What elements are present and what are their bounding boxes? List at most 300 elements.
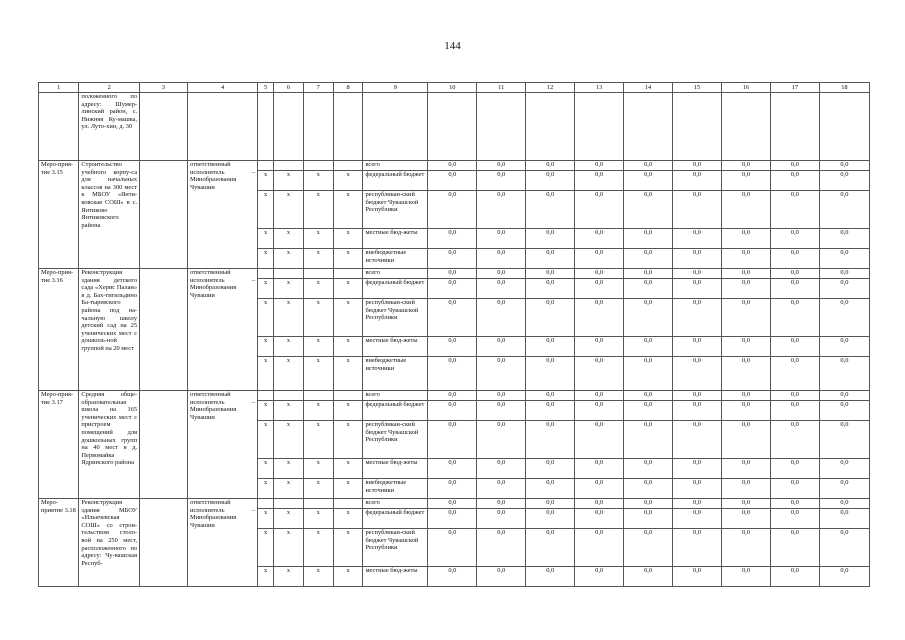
column-number: 14: [624, 83, 673, 93]
value-cell: 0,0: [673, 171, 722, 191]
code-cell: x: [333, 337, 363, 357]
column-number: 13: [575, 83, 624, 93]
code-cell: x: [303, 459, 333, 479]
code-cell: x: [258, 337, 274, 357]
value-cell: 0,0: [673, 529, 722, 567]
code-cell: x: [274, 459, 304, 479]
column-number: 1: [39, 83, 79, 93]
value-cell: 0,0: [575, 171, 624, 191]
value-cell: 0,0: [428, 299, 477, 337]
value-cell: 0,0: [477, 249, 526, 269]
value-cell: 0,0: [477, 567, 526, 587]
funding-source: местные бюд-жеты: [363, 337, 428, 357]
value-cell: 0,0: [575, 401, 624, 421]
value-cell: 0,0: [721, 249, 770, 269]
value-cell: 0,0: [526, 229, 575, 249]
value-cell: 0,0: [526, 299, 575, 337]
value-cell: 0,0: [721, 529, 770, 567]
value-cell: 0,0: [477, 357, 526, 391]
value-cell: 0,0: [673, 421, 722, 459]
value-cell: 0,0: [575, 479, 624, 499]
empty-cell: [140, 93, 188, 161]
value-cell: 0,0: [526, 191, 575, 229]
value-cell: 0,0: [526, 171, 575, 191]
value-cell: 0,0: [673, 509, 722, 529]
code-cell: x: [274, 509, 304, 529]
empty-cell: [140, 161, 188, 269]
empty-cell: [258, 93, 274, 161]
value-cell: 0,0: [575, 161, 624, 171]
value-cell: 0,0: [477, 459, 526, 479]
empty-cell: [477, 93, 526, 161]
value-cell: 0,0: [477, 509, 526, 529]
value-cell: 0,0: [624, 479, 673, 499]
funding-source: местные бюд-жеты: [363, 567, 428, 587]
value-cell: 0,0: [624, 567, 673, 587]
code-cell: x: [303, 337, 333, 357]
code-cell: x: [303, 191, 333, 229]
code-cell: x: [274, 421, 304, 459]
empty-cell: [140, 269, 188, 391]
value-cell: 0,0: [673, 391, 722, 401]
value-cell: 0,0: [477, 279, 526, 299]
code-cell: x: [333, 279, 363, 299]
code-cell: x: [333, 479, 363, 499]
empty-cell: [721, 93, 770, 161]
value-cell: 0,0: [721, 509, 770, 529]
funding-source: внебюджетные источники: [363, 479, 428, 499]
value-cell: 0,0: [624, 421, 673, 459]
empty-cell: [39, 93, 79, 161]
value-cell: 0,0: [575, 299, 624, 337]
value-cell: 0,0: [477, 529, 526, 567]
value-cell: 0,0: [575, 229, 624, 249]
value-cell: 0,0: [770, 391, 819, 401]
value-cell: 0,0: [526, 479, 575, 499]
value-cell: 0,0: [477, 229, 526, 249]
event-executor: ответственный исполнитель – Минобразования Чувашии: [187, 391, 257, 499]
column-number: 3: [140, 83, 188, 93]
value-cell: 0,0: [770, 337, 819, 357]
value-cell: 0,0: [721, 299, 770, 337]
value-cell: 0,0: [624, 171, 673, 191]
code-cell: [258, 499, 274, 509]
value-cell: 0,0: [819, 391, 869, 401]
column-number: 8: [333, 83, 363, 93]
value-cell: 0,0: [477, 479, 526, 499]
value-cell: 0,0: [819, 479, 869, 499]
value-cell: 0,0: [673, 299, 722, 337]
value-cell: 0,0: [819, 191, 869, 229]
event-executor: ответственный исполнитель – Минобразования Чувашии: [187, 161, 257, 269]
empty-cell: [140, 499, 188, 587]
code-cell: x: [258, 479, 274, 499]
value-cell: 0,0: [526, 529, 575, 567]
value-cell: 0,0: [624, 391, 673, 401]
code-cell: x: [274, 299, 304, 337]
funding-source: всего: [363, 391, 428, 401]
empty-cell: [819, 93, 869, 161]
value-cell: 0,0: [819, 421, 869, 459]
value-cell: 0,0: [721, 161, 770, 171]
value-cell: 0,0: [673, 567, 722, 587]
code-cell: [333, 499, 363, 509]
column-number: 9: [363, 83, 428, 93]
code-cell: x: [303, 249, 333, 269]
value-cell: 0,0: [673, 191, 722, 229]
value-cell: 0,0: [673, 249, 722, 269]
code-cell: [303, 161, 333, 171]
event-id: Меро-приятие 3.18: [39, 499, 79, 587]
value-cell: 0,0: [477, 269, 526, 279]
code-cell: x: [274, 337, 304, 357]
value-cell: 0,0: [624, 279, 673, 299]
event-name: положенного по адресу: Шумер-линский район, с. Нижняя Ку-машка, ул. Луто-хин, д. 30: [79, 93, 140, 161]
empty-cell: [770, 93, 819, 161]
code-cell: x: [258, 421, 274, 459]
column-number: 5: [258, 83, 274, 93]
funding-source: внебюджетные источники: [363, 357, 428, 391]
event-name: Строительство учебного корпу-са для начальных классов на 300 мест к МБОУ «Янти-ковская СОШ» в с. Янтиково Янтиковского района: [79, 161, 140, 269]
funding-source: всего: [363, 161, 428, 171]
column-number: 6: [274, 83, 304, 93]
value-cell: 0,0: [575, 249, 624, 269]
value-cell: 0,0: [770, 357, 819, 391]
funding-source: местные бюд-жеты: [363, 459, 428, 479]
value-cell: 0,0: [819, 171, 869, 191]
code-cell: x: [333, 529, 363, 567]
value-cell: 0,0: [526, 337, 575, 357]
code-cell: x: [333, 357, 363, 391]
column-number: 4: [187, 83, 257, 93]
empty-cell: [575, 93, 624, 161]
value-cell: 0,0: [575, 357, 624, 391]
value-cell: 0,0: [819, 509, 869, 529]
funding-source: республикан-ский бюджет Чувашской Республики: [363, 191, 428, 229]
empty-cell: [187, 93, 257, 161]
value-cell: 0,0: [575, 567, 624, 587]
value-cell: 0,0: [526, 357, 575, 391]
funding-source: республикан-ский бюджет Чувашской Республики: [363, 529, 428, 567]
value-cell: 0,0: [477, 161, 526, 171]
empty-cell: [428, 93, 477, 161]
value-cell: 0,0: [721, 421, 770, 459]
value-cell: 0,0: [721, 391, 770, 401]
value-cell: 0,0: [624, 269, 673, 279]
value-cell: 0,0: [819, 459, 869, 479]
code-cell: x: [333, 229, 363, 249]
code-cell: [274, 161, 304, 171]
value-cell: 0,0: [819, 249, 869, 269]
empty-cell: [333, 93, 363, 161]
value-cell: 0,0: [624, 499, 673, 509]
continuation-row: [39, 93, 870, 161]
value-cell: 0,0: [819, 567, 869, 587]
value-cell: 0,0: [428, 401, 477, 421]
event-executor: ответственный исполнитель – Минобразования Чувашии: [187, 269, 257, 391]
funding-source: всего: [363, 499, 428, 509]
code-cell: x: [258, 509, 274, 529]
value-cell: 0,0: [770, 509, 819, 529]
value-cell: 0,0: [624, 191, 673, 229]
code-cell: [274, 499, 304, 509]
value-cell: 0,0: [428, 421, 477, 459]
code-cell: x: [258, 299, 274, 337]
table-body: [39, 83, 870, 587]
funding-source: федеральный бюджет: [363, 279, 428, 299]
code-cell: [258, 391, 274, 401]
code-cell: x: [303, 567, 333, 587]
code-cell: [333, 391, 363, 401]
value-cell: 0,0: [428, 249, 477, 269]
column-number: 16: [721, 83, 770, 93]
value-cell: 0,0: [428, 279, 477, 299]
value-cell: 0,0: [575, 391, 624, 401]
code-cell: x: [274, 567, 304, 587]
value-cell: 0,0: [770, 401, 819, 421]
funding-source: республикан-ский бюджет Чувашской Республики: [363, 421, 428, 459]
code-cell: [333, 161, 363, 171]
value-cell: 0,0: [624, 299, 673, 337]
empty-cell: [526, 93, 575, 161]
table-row: [39, 499, 870, 509]
funding-source: всего: [363, 269, 428, 279]
value-cell: 0,0: [624, 161, 673, 171]
code-cell: x: [258, 249, 274, 269]
value-cell: 0,0: [624, 529, 673, 567]
value-cell: 0,0: [428, 479, 477, 499]
value-cell: 0,0: [526, 161, 575, 171]
value-cell: 0,0: [575, 191, 624, 229]
value-cell: 0,0: [819, 401, 869, 421]
value-cell: 0,0: [526, 499, 575, 509]
value-cell: 0,0: [624, 401, 673, 421]
empty-cell: [274, 93, 304, 161]
value-cell: 0,0: [770, 479, 819, 499]
value-cell: 0,0: [526, 567, 575, 587]
value-cell: 0,0: [428, 269, 477, 279]
value-cell: 0,0: [673, 229, 722, 249]
code-cell: x: [333, 567, 363, 587]
value-cell: 0,0: [721, 357, 770, 391]
value-cell: 0,0: [477, 299, 526, 337]
page-number: 144: [444, 40, 461, 52]
value-cell: 0,0: [575, 279, 624, 299]
value-cell: 0,0: [428, 357, 477, 391]
funding-source: федеральный бюджет: [363, 509, 428, 529]
value-cell: 0,0: [624, 459, 673, 479]
code-cell: x: [333, 249, 363, 269]
column-number: 10: [428, 83, 477, 93]
value-cell: 0,0: [770, 499, 819, 509]
code-cell: [274, 269, 304, 279]
value-cell: 0,0: [575, 499, 624, 509]
value-cell: 0,0: [770, 161, 819, 171]
value-cell: 0,0: [575, 459, 624, 479]
value-cell: 0,0: [477, 191, 526, 229]
value-cell: 0,0: [721, 269, 770, 279]
header-row: [39, 83, 870, 93]
table-row: [39, 391, 870, 401]
value-cell: 0,0: [477, 391, 526, 401]
code-cell: x: [303, 529, 333, 567]
value-cell: 0,0: [624, 509, 673, 529]
value-cell: 0,0: [819, 269, 869, 279]
code-cell: x: [333, 401, 363, 421]
value-cell: 0,0: [819, 229, 869, 249]
column-number: 7: [303, 83, 333, 93]
value-cell: 0,0: [721, 567, 770, 587]
value-cell: 0,0: [575, 509, 624, 529]
value-cell: 0,0: [575, 421, 624, 459]
code-cell: [303, 499, 333, 509]
value-cell: 0,0: [819, 337, 869, 357]
value-cell: 0,0: [428, 191, 477, 229]
value-cell: 0,0: [477, 421, 526, 459]
code-cell: x: [274, 479, 304, 499]
event-name: Реконструкция здания МБОУ «Ильичевская СОШ» со строи-тельством столо-вой на 250 мест, расположенного по адресу: Чу-вашская Респуб-: [79, 499, 140, 587]
value-cell: 0,0: [770, 269, 819, 279]
column-number: 11: [477, 83, 526, 93]
value-cell: 0,0: [770, 459, 819, 479]
code-cell: x: [333, 459, 363, 479]
table-row: [39, 161, 870, 171]
event-executor: ответственный исполнитель – Минобразования Чувашии: [187, 499, 257, 587]
value-cell: 0,0: [819, 529, 869, 567]
code-cell: x: [303, 509, 333, 529]
code-cell: x: [274, 529, 304, 567]
code-cell: [303, 391, 333, 401]
value-cell: 0,0: [770, 249, 819, 269]
funding-source: федеральный бюджет: [363, 171, 428, 191]
value-cell: 0,0: [819, 279, 869, 299]
code-cell: x: [258, 191, 274, 229]
event-id: Меро-прия-тие 3.17: [39, 391, 79, 499]
code-cell: [258, 269, 274, 279]
column-number: 15: [673, 83, 722, 93]
value-cell: 0,0: [624, 337, 673, 357]
code-cell: x: [303, 421, 333, 459]
empty-cell: [140, 391, 188, 499]
value-cell: 0,0: [721, 499, 770, 509]
value-cell: 0,0: [526, 269, 575, 279]
value-cell: 0,0: [428, 529, 477, 567]
value-cell: 0,0: [477, 499, 526, 509]
value-cell: 0,0: [428, 337, 477, 357]
value-cell: 0,0: [428, 229, 477, 249]
value-cell: 0,0: [428, 161, 477, 171]
value-cell: 0,0: [721, 171, 770, 191]
value-cell: 0,0: [526, 509, 575, 529]
code-cell: x: [258, 229, 274, 249]
code-cell: x: [333, 421, 363, 459]
value-cell: 0,0: [575, 529, 624, 567]
event-id: Меро-прия-тие 3.15: [39, 161, 79, 269]
value-cell: 0,0: [770, 567, 819, 587]
value-cell: 0,0: [673, 337, 722, 357]
value-cell: 0,0: [526, 421, 575, 459]
code-cell: x: [303, 401, 333, 421]
value-cell: 0,0: [721, 401, 770, 421]
code-cell: x: [303, 171, 333, 191]
value-cell: 0,0: [575, 337, 624, 357]
code-cell: x: [258, 529, 274, 567]
code-cell: x: [333, 509, 363, 529]
value-cell: 0,0: [673, 279, 722, 299]
code-cell: x: [303, 229, 333, 249]
value-cell: 0,0: [770, 529, 819, 567]
event-name: Средняя обще-образовательная школа на 165 ученических мест с пристроем помещений для дошкольных групп на 40 мест в д. Первомайка Ядринского района: [79, 391, 140, 499]
code-cell: x: [303, 357, 333, 391]
value-cell: 0,0: [770, 229, 819, 249]
value-cell: 0,0: [770, 299, 819, 337]
value-cell: 0,0: [721, 337, 770, 357]
code-cell: x: [333, 171, 363, 191]
funding-source: местные бюд-жеты: [363, 229, 428, 249]
code-cell: x: [258, 567, 274, 587]
value-cell: 0,0: [673, 459, 722, 479]
value-cell: 0,0: [526, 249, 575, 269]
value-cell: 0,0: [819, 161, 869, 171]
value-cell: 0,0: [477, 171, 526, 191]
value-cell: 0,0: [428, 499, 477, 509]
value-cell: 0,0: [673, 401, 722, 421]
code-cell: x: [274, 249, 304, 269]
value-cell: 0,0: [721, 459, 770, 479]
value-cell: 0,0: [673, 161, 722, 171]
value-cell: 0,0: [624, 357, 673, 391]
value-cell: 0,0: [428, 567, 477, 587]
value-cell: 0,0: [575, 269, 624, 279]
code-cell: [333, 269, 363, 279]
code-cell: x: [274, 191, 304, 229]
code-cell: x: [303, 279, 333, 299]
code-cell: x: [274, 401, 304, 421]
value-cell: 0,0: [526, 401, 575, 421]
value-cell: 0,0: [673, 499, 722, 509]
code-cell: [274, 391, 304, 401]
value-cell: 0,0: [428, 391, 477, 401]
value-cell: 0,0: [673, 269, 722, 279]
code-cell: x: [274, 357, 304, 391]
empty-cell: [624, 93, 673, 161]
code-cell: x: [274, 171, 304, 191]
code-cell: x: [274, 229, 304, 249]
value-cell: 0,0: [526, 391, 575, 401]
code-cell: [303, 269, 333, 279]
code-cell: x: [258, 171, 274, 191]
column-number: 18: [819, 83, 869, 93]
code-cell: x: [258, 401, 274, 421]
code-cell: x: [333, 191, 363, 229]
column-number: 2: [79, 83, 140, 93]
code-cell: x: [258, 279, 274, 299]
code-cell: x: [303, 299, 333, 337]
column-number: 17: [770, 83, 819, 93]
value-cell: 0,0: [526, 459, 575, 479]
value-cell: 0,0: [721, 279, 770, 299]
event-name: Реконструкция здания детского сада «Херис Палан» в д. Бах-тигильдино Ба-тыревского района под на-чальную школу детский сад на 25 ученических мест с дошколь-ной группой на 20 мест: [79, 269, 140, 391]
column-number: 12: [526, 83, 575, 93]
value-cell: 0,0: [721, 229, 770, 249]
empty-cell: [303, 93, 333, 161]
value-cell: 0,0: [819, 499, 869, 509]
value-cell: 0,0: [428, 459, 477, 479]
code-cell: x: [258, 357, 274, 391]
value-cell: 0,0: [721, 191, 770, 229]
value-cell: 0,0: [526, 279, 575, 299]
value-cell: 0,0: [477, 401, 526, 421]
